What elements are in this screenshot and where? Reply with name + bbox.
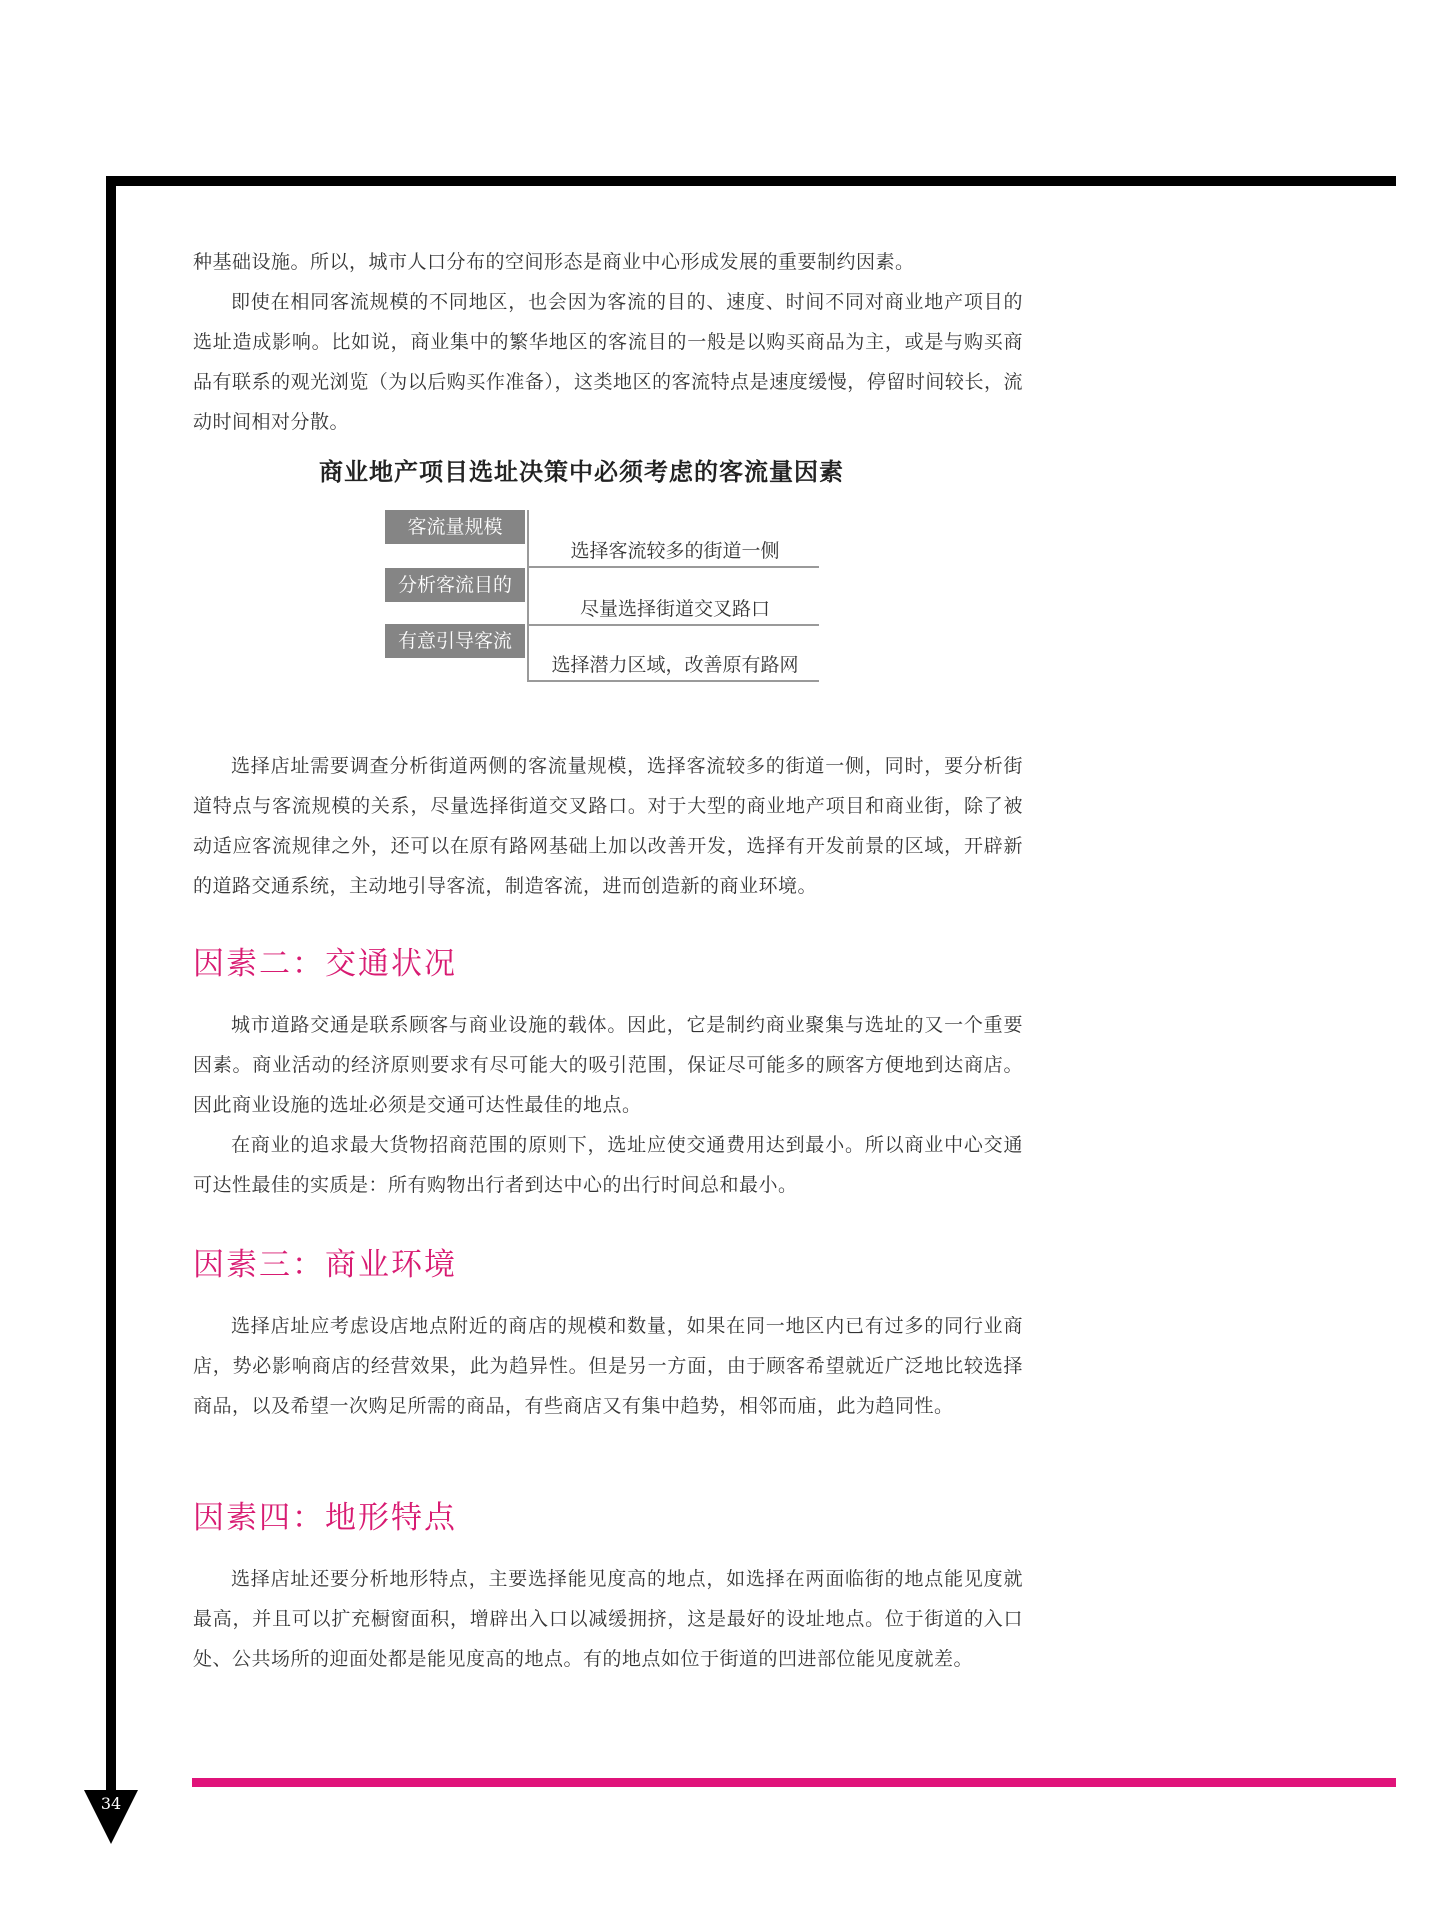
passenger-flow-diagram bbox=[193, 452, 1023, 700]
factor-action-purpose: 尽量选择街道交叉路口 bbox=[579, 598, 770, 620]
connector-line bbox=[527, 510, 529, 568]
section-heading-environment: 因素三：商业环境 bbox=[193, 1247, 457, 1283]
underline bbox=[529, 566, 819, 568]
intro-paragraph-1: 种基础设施。所以，城市人口分布的空间形态是商业中心形成发展的重要制约因素。 bbox=[193, 251, 915, 273]
frame-top-rule bbox=[106, 176, 1396, 186]
connector-line bbox=[527, 568, 529, 626]
intro-paragraph-2: 即使在相同客流规模的不同地区，也会因为客流的目的、速度、时间不同对商业地产项目的选址造成影响。比如说，商业集中的繁华地区的客流目的一般是以购买商品为主，或是与购买商品有联系的观光浏览（为以后购买作准备），这类地区的客流特点是速度缓慢，停留时间较长，流动时间相对分散。 bbox=[193, 291, 1023, 433]
frame-left-rule bbox=[106, 176, 116, 1796]
underline bbox=[529, 624, 819, 626]
terrain-paragraph-1: 选择店址还要分析地形特点，主要选择能见度高的地点，如选择在两面临街的地点能见度就最高，并且可以扩充橱窗面积，增辟出入口以减缓拥挤，这是最好的设址地点。位于街道的入口处、公共场所的迎面处都是能见度高的地点。有的地点如位于街道的凹进部位能见度就差。 bbox=[193, 1568, 1023, 1670]
factor-box-scale: 客流量规模 bbox=[385, 510, 525, 544]
page-number: 34 bbox=[100, 1794, 122, 1813]
bottom-accent-rule bbox=[192, 1778, 1396, 1787]
section-heading-terrain: 因素四：地形特点 bbox=[193, 1500, 457, 1536]
section-heading-traffic: 因素二：交通状况 bbox=[193, 946, 457, 982]
diagram-title: 商业地产项目选址决策中必须考虑的客流量因素 bbox=[319, 457, 844, 486]
connector-line bbox=[527, 624, 529, 682]
after-diagram-paragraph: 选择店址需要调查分析街道两侧的客流量规模，选择客流较多的街道一侧，同时，要分析街道特点与客流规模的关系，尽量选择街道交叉路口。对于大型的商业地产项目和商业街，除了被动适应客流规律之外，还可以在原有路网基础上加以改善开发，选择有开发前景的区域，开辟新的道路交通系统，主动地引导客流，制造客流，进而创造新的商业环境。 bbox=[193, 755, 1023, 897]
page-content bbox=[193, 242, 1023, 1679]
environment-paragraph-1: 选择店址应考虑设店地点附近的商店的规模和数量，如果在同一地区内已有过多的同行业商店，势必影响商店的经营效果，此为趋异性。但是另一方面，由于顾客希望就近广泛地比较选择商品，以及希望一次购足所需的商品，有些商店又有集中趋势，相邻而庙，此为趋同性。 bbox=[193, 1315, 1023, 1417]
factor-action-guide: 选择潜力区域，改善原有路网 bbox=[551, 654, 799, 676]
underline bbox=[529, 680, 819, 682]
traffic-paragraph-2: 在商业的追求最大货物招商范围的原则下，选址应使交通费用达到最小。所以商业中心交通可达性最佳的实质是：所有购物出行者到达中心的出行时间总和最小。 bbox=[193, 1134, 1023, 1196]
factor-box-guide: 有意引导客流 bbox=[385, 624, 525, 658]
factor-box-purpose: 分析客流目的 bbox=[385, 568, 525, 602]
factor-action-scale: 选择客流较多的街道一侧 bbox=[570, 540, 780, 562]
traffic-paragraph-1: 城市道路交通是联系顾客与商业设施的载体。因此，它是制约商业聚集与选址的又一个重要因素。商业活动的经济原则要求有尽可能大的吸引范围，保证尽可能多的顾客方便地到达商店。因此商业设施的选址必须是交通可达性最佳的地点。 bbox=[193, 1014, 1023, 1116]
